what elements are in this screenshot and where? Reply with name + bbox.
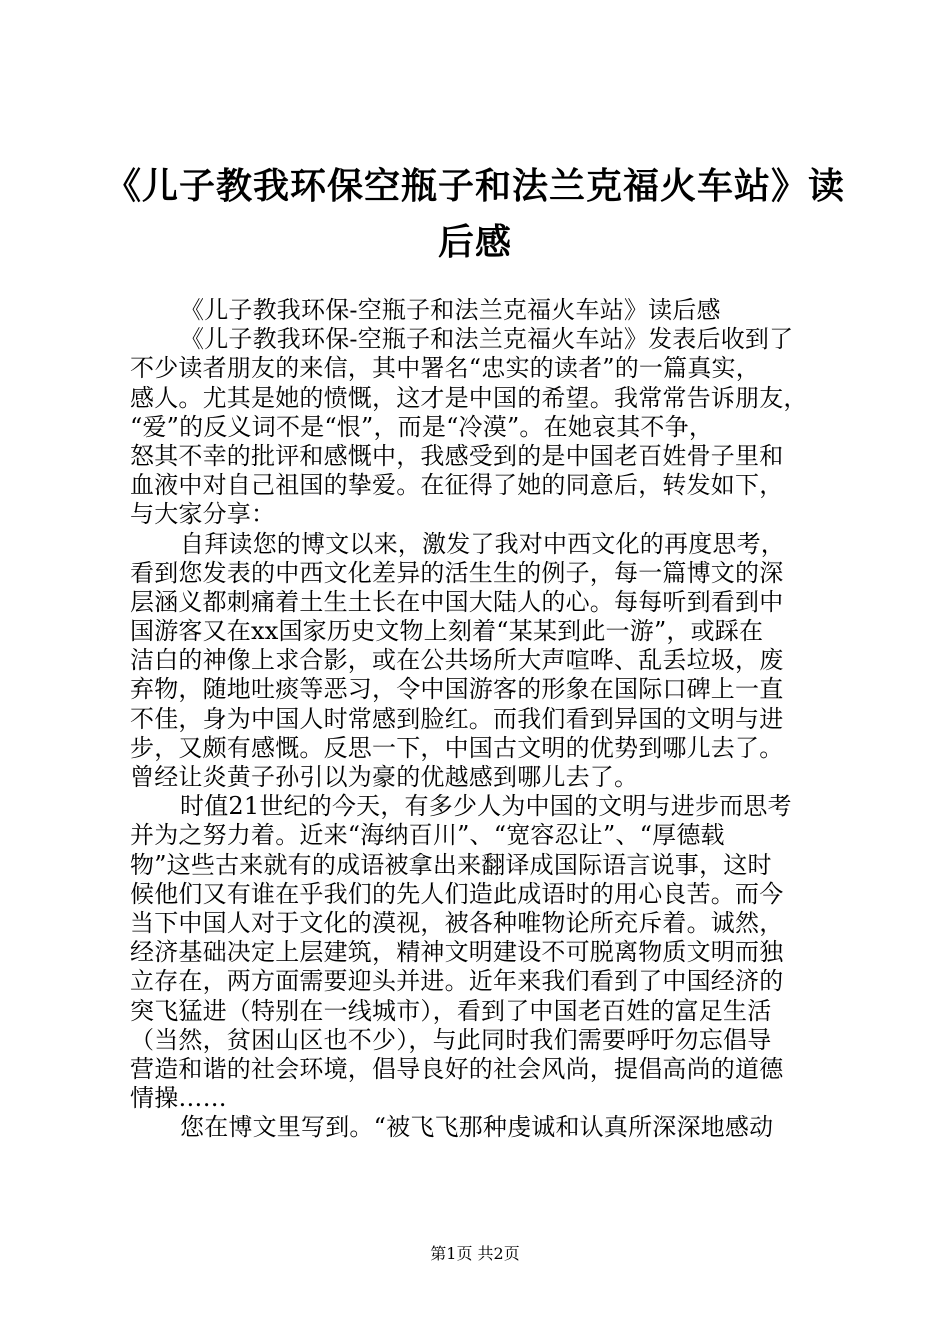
body-line: 不佳，身为中国人时常感到脸红。而我们看到异国的文明与进 <box>130 704 784 733</box>
body-line: （当然，贫困山区也不少），与此同时我们需要呼吁勿忘倡导 <box>130 1025 772 1054</box>
body-line: “爱”的反义词不是“恨”，而是“冷漠”。在她哀其不争， <box>130 412 714 441</box>
body-line: 不少读者朋友的来信，其中署名“忠实的读者”的一篇真实， <box>130 354 760 383</box>
body-line: 时值21世纪的今天，有多少人为中国的文明与进步而思考 <box>180 792 792 821</box>
body-line: 与大家分享： <box>130 500 276 529</box>
body-line: 情操…… <box>130 1084 227 1113</box>
body-line: 看到您发表的中西文化差异的活生生的例子，每一篇博文的深 <box>130 558 784 587</box>
page-footer <box>0 1244 950 1264</box>
document-body <box>130 296 850 1142</box>
body-line: 立存在，两方面需要迎头并进。近年来我们看到了中国经济的 <box>130 967 784 996</box>
body-line: 层涵义都刺痛着土生土长在中国大陆人的心。每每听到看到中 <box>130 587 784 616</box>
body-line: 感人。尤其是她的愤慨，这才是中国的希望。我常常告诉朋友， <box>130 383 808 412</box>
title-line-1: 《儿子教我环保空瓶子和法兰克福火车站》读 <box>104 165 845 207</box>
body-line: 候他们又有谁在乎我们的先人们造此成语时的用心良苦。而今 <box>130 879 784 908</box>
body-line: 《儿子教我环保-空瓶子和法兰克福火车站》发表后收到了 <box>180 325 794 354</box>
body-line: 当下中国人对于文化的漠视，被各种唯物论所充斥着。诚然， <box>130 908 784 937</box>
body-line: 并为之努力着。近来“海纳百川”、“宽容忍让”、“厚德载 <box>130 821 725 850</box>
body-line: 怒其不幸的批评和感慨中，我感受到的是中国老百姓骨子里和 <box>130 441 784 470</box>
body-line: 营造和谐的社会环境，倡导良好的社会风尚，提倡高尚的道德 <box>130 1054 784 1083</box>
body-line: 曾经让炎黄子孙引以为豪的优越感到哪儿去了。 <box>130 763 639 791</box>
body-line: 国游客又在xx国家历史文物上刻着“某某到此一游”，或踩在 <box>130 617 764 646</box>
document-title <box>100 158 850 270</box>
body-line: 步，又颇有感慨。反思一下，中国古文明的优势到哪儿去了。 <box>130 733 784 762</box>
body-line: 洁白的神像上求合影，或在公共场所大声喧哗、乱丢垃圾，废 <box>130 646 784 675</box>
body-line: 自拜读您的博文以来，激发了我对中西文化的再度思考， <box>180 529 785 558</box>
body-line: 经济基础决定上层建筑，精神文明建设不可脱离物质文明而独 <box>130 938 784 967</box>
body-line: 弃物，随地吐痰等恶习，令中国游客的形象在国际口碑上一直 <box>130 675 784 704</box>
body-line: 血液中对自己祖国的挚爱。在征得了她的同意后，转发如下， <box>130 471 784 500</box>
body-line: 《儿子教我环保-空瓶子和法兰克福火车站》读后感 <box>180 296 721 324</box>
title-line-2: 后感 <box>437 221 512 263</box>
page-number: 第1页 <box>430 1244 473 1263</box>
body-line: 物”这些古来就有的成语被拿出来翻译成国际语言说事，这时 <box>130 850 772 879</box>
page-total: 共2页 <box>477 1244 520 1263</box>
body-line: 突飞猛进（特别在一线城市），看到了中国老百姓的富足生活 <box>130 996 772 1025</box>
body-line: 您在博文里写到。“被飞飞那种虔诚和认真所深深地感动 <box>180 1113 774 1142</box>
